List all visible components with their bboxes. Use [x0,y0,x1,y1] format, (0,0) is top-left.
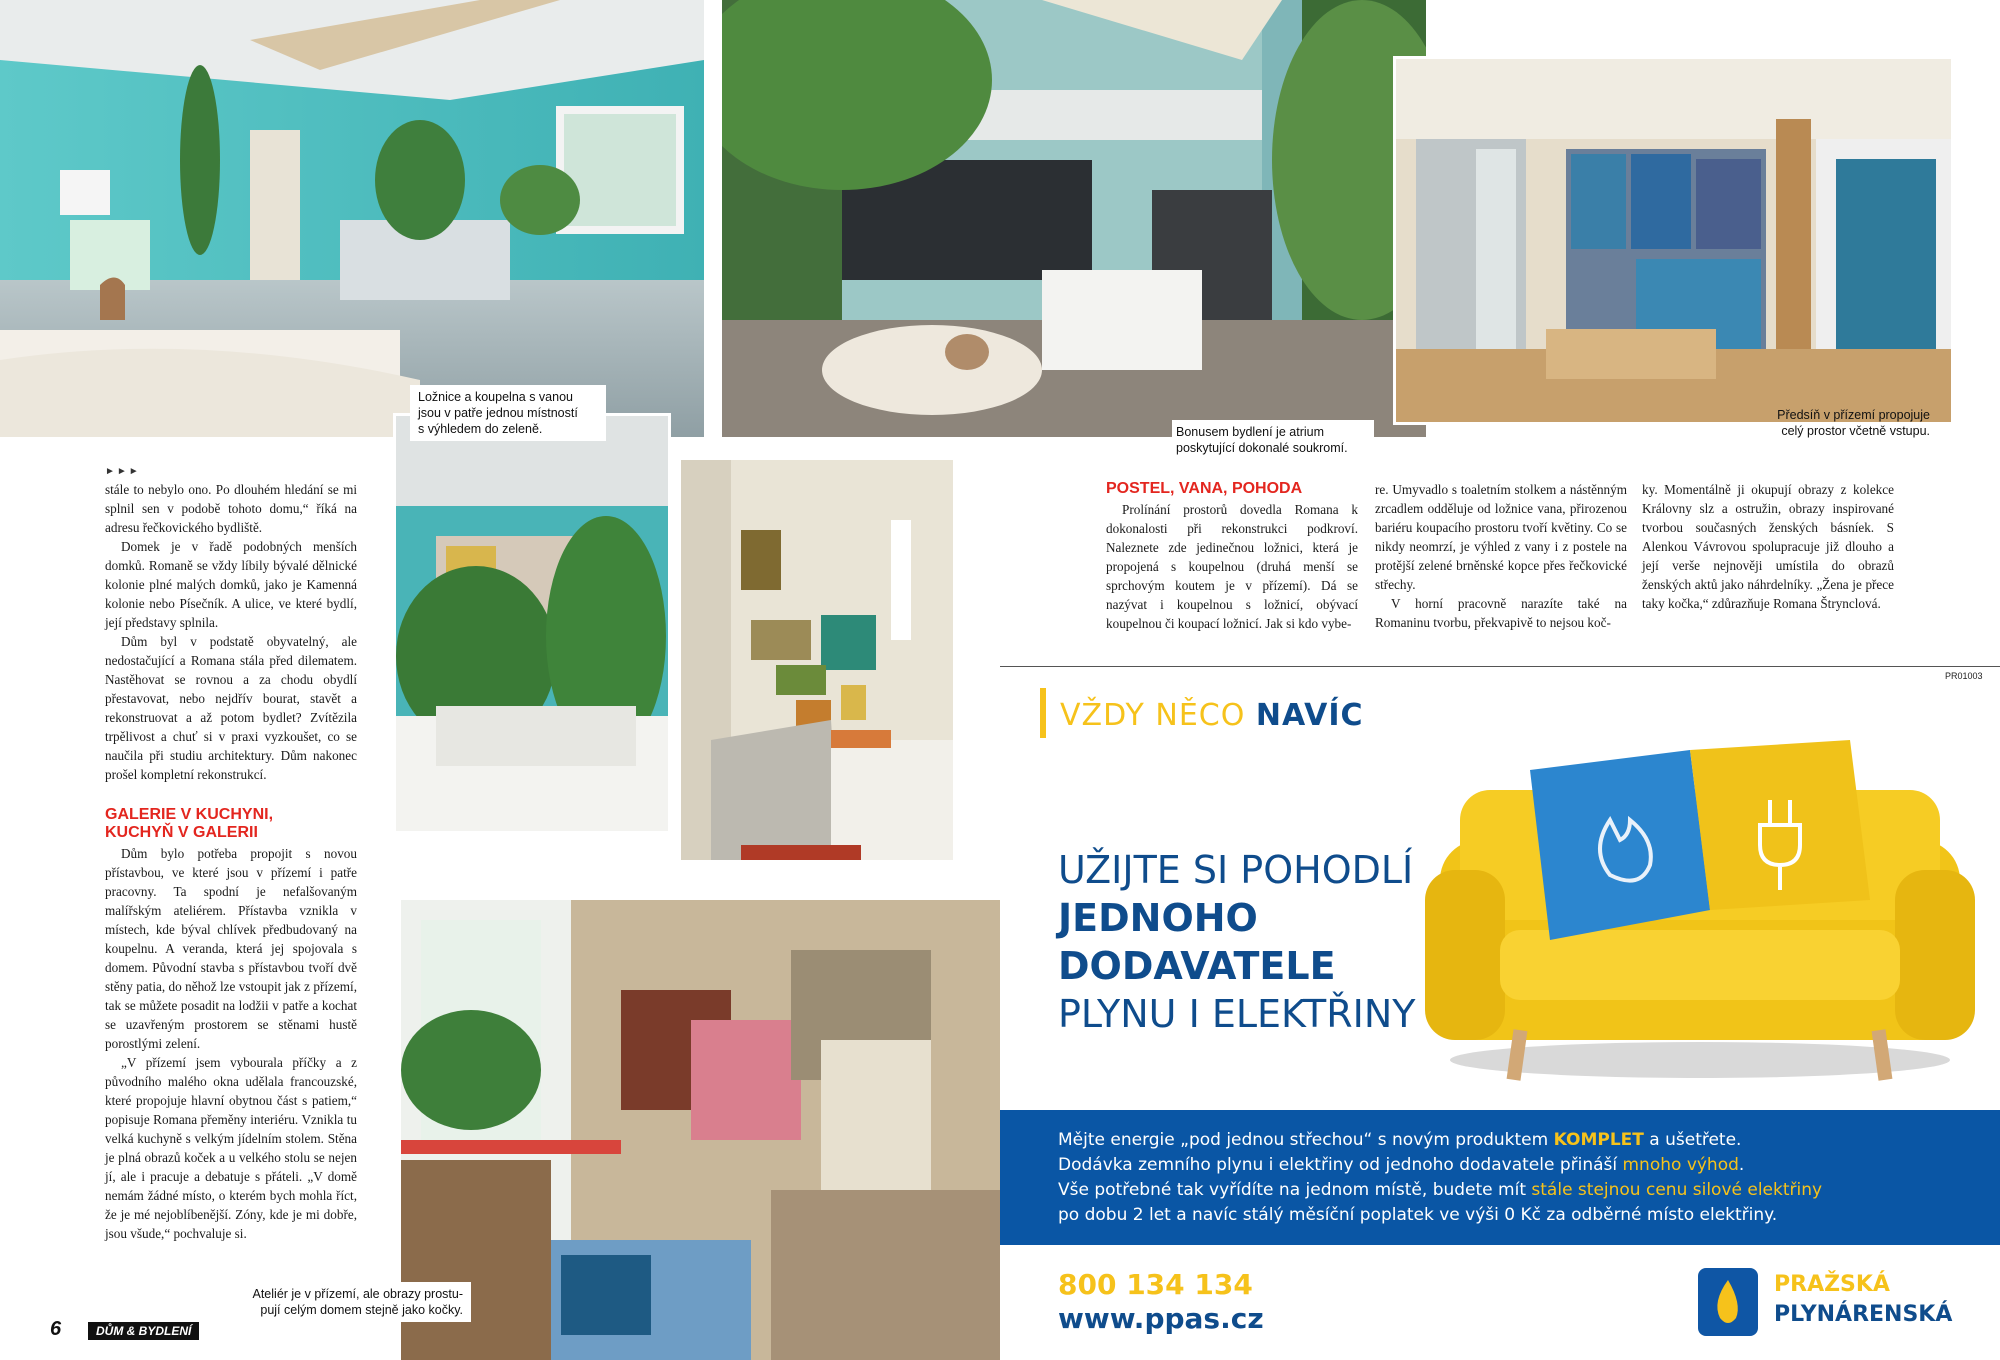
section-heading-gallery: GALERIE V KUCHYNI, KUCHYŇ V GALERII [105,806,274,841]
hallway-photo [1393,56,1954,425]
paragraph: V horní pracovně narazíte také na Romaninu tvorbu, překvapivě to nejsou koč- [1375,596,1627,630]
ad-body-text: Mějte energie „pod jednou střechou“ s novým produktem KOMPLET a ušetřete. Dodávka zemního plynu i elektřiny od jednoho dodavatele přináší mnoho výhod. Vše potřebné tak vyřídíte na jednom místě, budete mít stále stejnou cenu silové elektřiny po dobu 2 let a navíc stálý měsíční poplatek ve výši 0 Kč za odběrné místo elektřiny. [1058,1130,1823,1225]
ad-tagline-bar [1040,688,1046,738]
ad-blue-band [1000,1110,2000,1245]
bedroom-photo [0,0,704,437]
ad-website-link[interactable]: www.ppas.cz [1058,1302,1264,1335]
article-column-1b [105,844,357,1243]
article-column-4 [1642,480,1894,613]
atrium-photo [722,0,1426,437]
ppas-logo [1698,1268,1978,1340]
caption-atrium: Bonusem bydlení je atrium poskytující dokonalé soukromí. [1172,420,1374,460]
paragraph: Prolínání prostorů dovedla Romana k dokonalosti při rekonstrukci podkroví. Naleznete zde jedinečnou ložnici, která je propojená s koupelnou (druhá menší se sprchovým koutem je v přízemí). Dá se nazývat i koupelnou s ložnicí, obývací koupelnou či koupací ložnicí. Jak si kdo vybe- [1106,502,1358,631]
continuation-arrows: ►►► [105,466,141,477]
paragraph: Dům byl v podstatě obyvatelný, ale nedostačující a Romana stála před dilematem. Nastěhovat se rovnou a za chodu obydlí přestavovat, nebo nejdřív bourat, stavět a rekonstruovat a až potom bydlet? Zvítězila trpělivost a chuť si v praxi vyzkoušet, co se naučila při studiu architektury. Dům nakonec prošel kompletní rekonstrukcí. [105,634,357,782]
caption-hallway: Předsíň v přízemí propojuje celý prostor včetně vstupu. [1777,408,1930,438]
paragraph: ky. Momentálně ji okupují obrazy z kolekce Královny slz a ostružin, obrazy inspirované tvorbou současných ženských básníek. S Alenkou Vávrovou spolupracuje již dlouho a její verše nejnověji umístila do obrazů ženských aktů jako náhrdelníky. „Žena je přece taky kočka,“ zdůrazňuje Romana Štrynclová. [1642,482,1894,611]
paragraph: „V přízemí jsem vybourala příčky a z původního malého okna udělala francouzské, které propojuje hlavní obytnou část s patiem,“ popisuje Romana přeměny interiéru. Vznikla tu velká kuchyně s velkým jídelním stolem. Stěna je plná obrazů koček a u velkého stolu se nejen jí, ale i pracuje a debatuje s přáteli. „V domě nemám žádné místo, o kterém bych mohla říct, že je mé nejoblíbenější. Zóny, kde je mi dobře, jsou všude,“ pochvaluje si. [105,1055,357,1241]
paragraph: Dům bylo potřeba propojit s novou přístavbou, ve které jsou v přízemí i patře pracovny. Ta spodní je nefalšovaným malířským ateliérem. Přístavba vznikla v místech, kde býval chlívek předbudovaný na koupelnu. A veranda, která jej spojovala s domem. Původní stavba s přístavbou tvoří dvě stěny patia, do něhož lze vstoupit jak z přízemí, tak se můžete posadit na lodžii v patře a kochat se uzavřeným prostorem se stěnami hustě porostlými zelení. [105,846,357,1051]
ad-tagline: VŽDY NĚCO NAVÍC [1060,698,1364,733]
logo-text: PRAŽSKÁ PLYNÁRENSKÁ [1774,1272,1953,1327]
ad-code: PR01003 [1945,671,1983,681]
section-heading-bed: POSTEL, VANA, POHODA [1106,480,1303,497]
ad-headline: UŽIJTE SI POHODLÍ JEDNOHO DODAVATELE PLYNU I ELEKTŘINY [1058,848,1416,1036]
section-footer-label: DŮM & BYDLENÍ [88,1322,199,1340]
caption-bedroom: Ložnice a koupelna s vanou jsou v patře jednou místností s výhledem do zeleně. [410,385,606,441]
ad-top-rule [1000,666,2000,667]
caption-atelier: Ateliér je v přízemí, ale obrazy prostu- pují celým domem stejně jako kočky. [215,1282,471,1322]
ad-phone[interactable]: 800 134 134 [1058,1268,1253,1301]
bathroom-photo [393,413,671,834]
ad-sofa-image [1420,730,1980,1090]
paragraph: Domek je v řadě podobných menších domků. Romaně se vždy líbily bývalé dělnické kolonie plné malých domků, jako je Kamenná kolonie nebo Písečník. A ulice, ve které bydlí, její představy splnila. [105,539,357,630]
flame-logo-icon [1698,1268,1758,1336]
paragraph: stále to nebylo ono. Po dlouhém hledání se mi splnil sen v podobě tohoto domu,“ říká na adresu řečkovického bydliště. [105,482,357,535]
staircase-photo [678,457,956,881]
paragraph: re. Umyvadlo s toaletním stolkem a nástěnným zrcadlem odděluje od ložnice vana, přirozenou bariéru koupacího prostoru tvoří květiny. Co se nikdy neomrzí, je výhled z vany i z postele na protější zelené brněnské kopce přes řečkovické střechy. [1375,482,1627,592]
article-column-1 [105,480,357,784]
article-column-2 [1106,500,1358,633]
page-number: 6 [50,1318,62,1340]
article-column-3 [1375,480,1627,632]
